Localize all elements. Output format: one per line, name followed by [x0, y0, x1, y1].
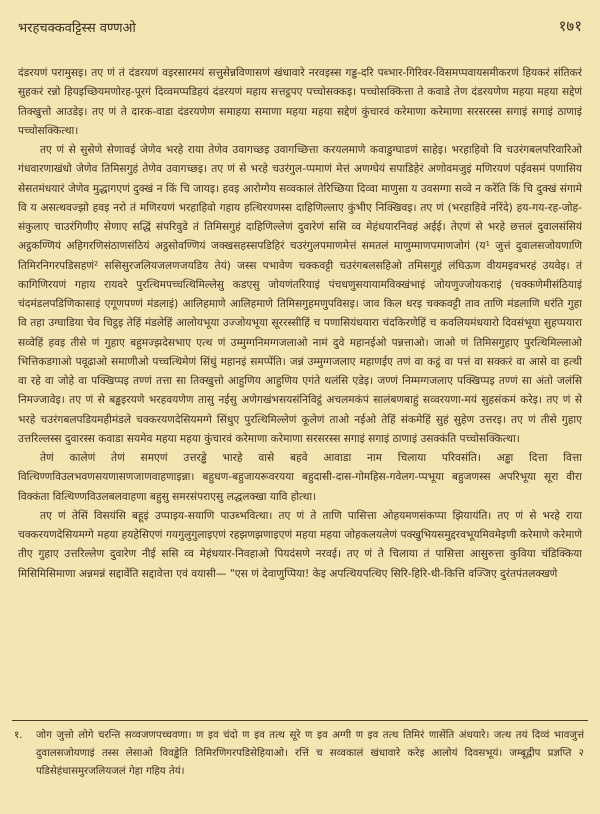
page-header [18, 18, 582, 38]
footnote [14, 727, 584, 781]
footnote-number: १. [14, 730, 23, 741]
paragraph: तए णं तेसिं विसयंसि बहूइं उप्पाइय-सयाणि पाउब्भवित्था। तए णं ते ताणि पासित्ता ओहयमणसंकप्पा झियायंति। तए णं से भरहे राया चक्करयणदेसियमग्गे महया हयहेसिएणं गयगुलुगुलाइएणं रहझणझणाइएणं महया महया जोहकलयलेणं पक्खुभियसमुद्दरवभूयमिवमेइणी करेमाणे करेमाणे तीए गुहाए उत्तरिल्लेण दुवारेण नीई ससि व्व मेहंधयार-निवहाओ पियदंसणे नरवई। तए णं ते चिलाया तं पासित्ता आसुरुत्ता कुविया चंडिक्किया मिसिमिसिमाणा अन्नमन्नं सद्दावेंति सद्दावेत्ता एवं वयासी— "एस णं देवाणुप्पिया! केइ अपत्थियपत्थिए सिरि-हिरि-धी-कित्ति वज्जिए दुरंतपंतलक्खणे [18, 509, 582, 580]
paragraph: तेणं कालेणं तेणं समएणं उत्तरड्ढे भारहे वासे बहवे आवाडा नाम चिलाया परिवसंति। अड्ढा दित्ता वित्ता वित्थिण्णविउलभवणसयणासणजाणवाहणाइन्ना। बहुधण-बहुजायरूवरयया बहुदासी-दास-गोमहिस-गवेलग-प्पभूया बहुजणस्स अपरिभूया सूरा वीरा विक्कंता वित्थिण्णविउलबलवाहणा बहुसु समरसंपराएसु लद्धलक्खा यावि होत्था। [18, 452, 582, 503]
page-number: १७१ [558, 17, 582, 35]
body-text [18, 64, 582, 584]
footnote-divider [12, 720, 588, 721]
paragraph: दंडरयणं परामुसइ। तए णं तं दंडरयणं वइरसारमयं सत्तुसेन्नविणासणं खंधावारे नरवइस्स गड्ड-दरि पब्भार-गिरिवर-विसमप्पवायसमीकरणं हियकरं संतिकरं सुहकरं रन्नो हियइच्छियमणोरह-पूरगं दिव्वमप्पडिहयं दंडरयणं महाय सत्तट्ठपए पच्चोसक्कइ। पच्चोसक्कित्ता ते कवाडे तेण दंडरयणेण महया महया सद्देणं तिक्खुत्तो आउडेइ। तए णं ते दारक-वाडा दंडरयणेण समाहया समाणा महया महया सद्देणं कुंचारवं करेमाणा करेमाणा सरसरस्स सगाइं सगाइं ठाणाइं पच्चोसक्कित्था। [18, 67, 582, 137]
paragraph: तए णं से सुसेणे सेणावई जेणेव भरहे राया तेणेव उवागच्छइ उवागच्छित्ता करयलमाणे कवाडुग्घाडणं साहेइ। भरहाहिवो वि चउरंगबलपरिवारिओ गंधवारणाखंधो जेणेव तिमिसगुहं तेणेव उवागच्छइ। तए णं से भरहे चउरंगुल-प्पमाणं मेत्तं अणग्घेयं सपाडिहेरं अणोवमजुइं मणिरयणं पईवसमं पणासिय सेसतमंधयारं जेणेव मुद्धागएणं दुक्खं न किं चि जायइ। हवइ आरोग्गेय सव्वकालं तेरिच्छिया दिव्वा माणुसा य उवसग्गा सव्वे न करेंति किं चि दुक्खं संगामे वि य असत्थवज्झो हवइ नरो तं मणिरयणं भरहाहिवो गहाय हत्थिरयणस्स दाहिणिल्लाए कुंभीए निक्खिवइ। तए णं (भरहाहिवे नरिंदे) हय-गय-रह-जोह-संकुलाए चाउरंगिणीए सेणाए सद्धिं संपरिवुडे तं तिमिसगुहं दाहिणिल्लेणं दुवारेणं ससि व्व मेहंधयारनिवहं अईई। तेएणं से भरहे छत्तलं दुवालसंसियं अट्ठकण्णियं अहिगरणिसंठाणसंठियं अट्ठसोवण्णियं जक्खसहस्सपडिहिरं चउरंगुलपमाणमेत्तं समतलं माणुम्माणपमाणजोगं (य¹ जुत्तं दुवालसजोयणाणि तिमिरनिगरपडिसहणं² ससिसुरजलियजलणजयडिय तेयं) जस्स पभावेण चक्कवट्टी चउरंगबलसहिओ तमिसगुहं लंघिऊण वीयमइवभरहं उयवेइ। तं कागिणिरयणं गहाय रायवरे पुरत्थिमपच्चत्थिमिल्लेसु कडएसु जोयणंतरियाइं पंचधणुसयायामविक्खंभाइं जोयणुज्जोयकराइं (चक्कणेमीसंठियाइं चंदमंडलपडिणिकासाइं एगूणपण्णं मंडलाइं) आलिहमाणे आलिहमाणे तिमिसगुहमणुपविसइ। जाव किल धरइ चक्कवट्टी ताव ताणि मंडलाणि धरंति गुहा वि तहा उग्घाडिया चेव चिट्ठइ तेहिं मंडलेहिं आलोयभूया उज्जोयभूया सूररस्सीहिं च पणासियंधयारा चंदकिरणेहिं च कवलियमंधयारो दिवसंभूया सुहप्पयारा सव्वेहिं हवइ तीसे णं गुहाए बहुमज्झदेसभाए एत्थ णं उम्मुग्गनिमग्गजलाओ नामं दुवे महानईओ पन्नत्ताओ। जाओ णं तिमिसगुहाए पुरत्थिमिल्लाओ भित्तिकडगाओ पवूढाओ समाणीओ पच्चत्थिमेणं सिंधुं महानइं समप्पेंति। जन्नं उम्मुग्गजलाए महाणईए तणं वा कट्ठं वा पत्तं वा सक्करं वा आसे वा हत्थी वा रहे वा जोहे वा पक्खिप्पइ तण्णं तत्ता सा तिक्खुत्तो आहुणिय आहुणिय एगंते थलंसि एडेइ। जण्णं निम्मग्गजलाए पक्खिप्पइ तण्णं सा अंतो जलंसि निमज्जावेइ। तए णं से बड्ढइरयणे भरहवयणेण तासु नईसु अणेगखंभसयसंनिविट्ठं अचलमकंपं सालंबणबाहुं सव्वरयणा-मयं सुहसंकमं करेइ। तए णं से भरहे चउरंगबलपडियमहीमंडले चक्करयणदेसियमग्गे सिंधुए पुरत्थिमिल्लेणं कूलेणं ताओ नईओ तेहिं संकमेहिं सुहं सुहेण उत्तरइ। तए णं तीसे गुहाए उत्तरिल्लस्स दुवारस्स कवाडा सयमेव महया महया कुंचारवं करेमाणा करेमाणा सरसरस्स सगाइं सगाइं ठाणाइं उसक्कंति पच्चोसक्कित्था। [18, 144, 582, 445]
running-head: भरहचक्कवट्टिस्स वण्णओ [18, 21, 136, 36]
footnote-text: जोग जुत्तो लोगे चरन्ति सव्वजणपच्चवणा। ण इव चंदो ण इव तत्थ सूरे ण इव अग्गी ण इव तत्थ तिमिरं णासेंति अंधयारे। जत्थ तयं दिव्वं भावजुत्तं दुवालसजोयणाइं तस्स लेसाओ विवड्ढेति तिमिरणिगरपडिसेहियाओ। रत्तिं च सव्वकालं खंधावारे करेइ आलोयं दिवसभूयं। जम्बूद्वीप प्रज्ञप्ति २ पडिसेहंधासमुरजलियजलं गेहा गहिय तेयं। [36, 730, 584, 777]
